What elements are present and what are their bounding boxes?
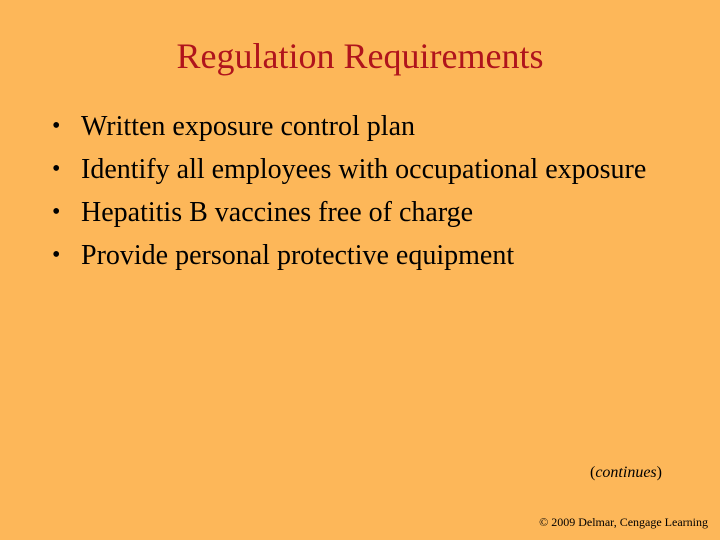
- continues-note: [590, 462, 700, 484]
- continues-open-paren: (: [590, 464, 596, 481]
- continues-word: continues: [595, 464, 657, 481]
- bullet-text: Provide personal protective equipment: [81, 240, 515, 271]
- bullet-icon: •: [52, 156, 61, 182]
- bullet-icon: •: [52, 242, 61, 268]
- bullet-text: Identify all employees with occupational exposure: [81, 154, 647, 185]
- bullet-item-protective-equipment: [48, 239, 688, 272]
- bullet-list: [48, 110, 688, 282]
- bullet-item-hepatitis-vaccines: [48, 196, 688, 229]
- bullet-text: Written exposure control plan: [81, 111, 415, 142]
- slide-title: Regulation Requirements: [176, 36, 544, 76]
- bullet-item-identify-employees: [48, 153, 688, 186]
- bullet-item-written-plan: [48, 110, 688, 143]
- bullet-text: Hepatitis B vaccines free of charge: [81, 197, 474, 228]
- copyright-notice: © 2009 Delmar, Cengage Learning: [539, 515, 708, 529]
- bullet-icon: •: [52, 113, 61, 139]
- continues-close-paren: ): [656, 464, 662, 481]
- bullet-icon: •: [52, 199, 61, 225]
